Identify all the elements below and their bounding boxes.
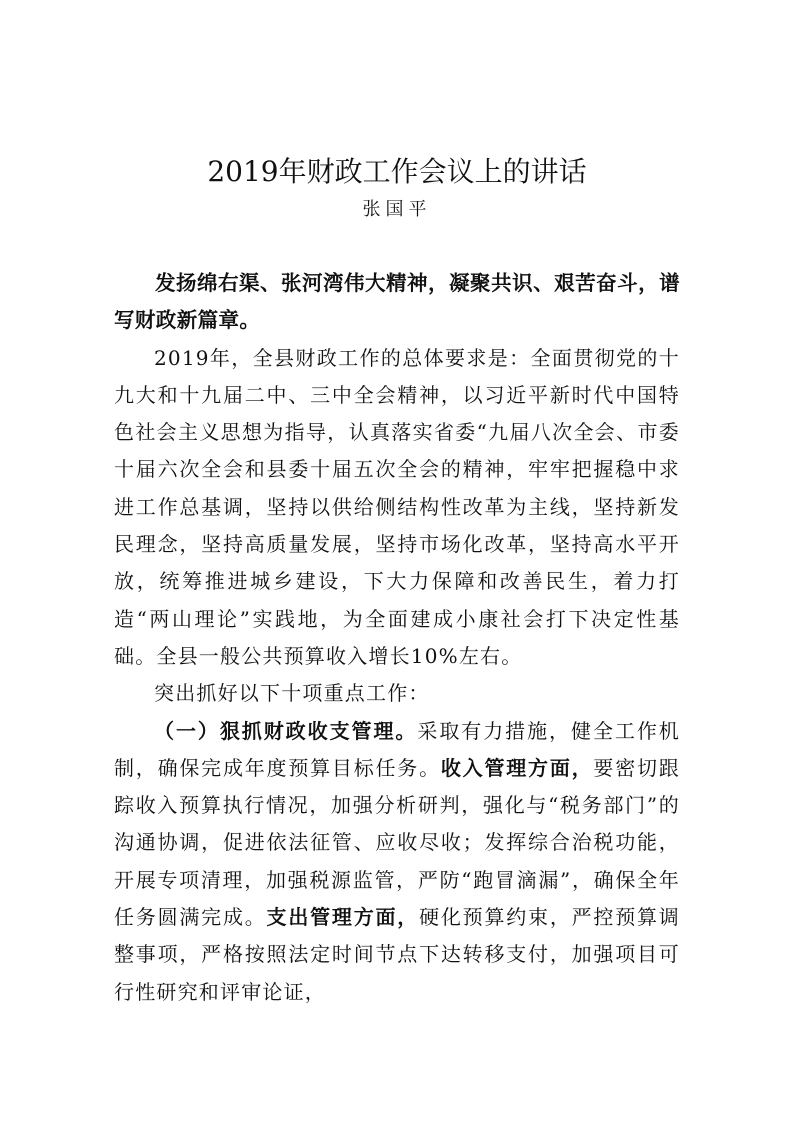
paragraph-task-one [114, 713, 680, 1011]
expenditure-management-text: 硬化预算约束，严控预算调整事项，严格按照法定时间节点下达转移支付，加强项目可行性研究和评审论证， [114, 905, 680, 1004]
revenue-management-text: 要密切跟踪收入预算执行情况，加强分析研判，强化与“税务部门”的沟通协调，促进依法征管、应收尽收；发挥综合治税功能，开展专项清理，加强税源监管，严防“跑冒滴漏”，确保全年任务圆满完成。 [114, 755, 680, 930]
task-one-text: 采取有力措施，健全工作机制，确保完成年度预算目标任务。 [114, 718, 680, 780]
document-body [114, 265, 680, 1011]
document-author: 张国平 [362, 199, 432, 220]
paragraph-key-tasks-intro: 突出抓好以下十项重点工作： [154, 681, 430, 706]
document-title: 2019年财政工作会议上的讲话 [207, 155, 587, 188]
speech-headline: 发扬绵右渠、张河湾伟大精神，凝聚共识、艰苦奋斗，谱写财政新篇章。 [114, 271, 680, 333]
task-one-heading: （一）狠抓财政收支管理。 [154, 718, 418, 743]
expenditure-management-heading: 支出管理方面， [266, 905, 420, 930]
paragraph-overall-requirements: 2019年，全县财政工作的总体要求是：全面贯彻党的十九大和十九届二中、三中全会精神，以习近平新时代中国特色社会主义思想为指导，认真落实省委“九届八次全会、市委十届六次全会和县委十届五次全会的精神，牢牢把握稳中求进工作总基调，坚持以供给侧结构性改革为主线，坚持新发民理念，坚持高质量发展，坚持市场化改革，坚持高水平开放，统筹推进城乡建设，下大力保障和改善民生，着力打造“两山理论”实践地，为全面建成小康社会打下决定性基础。全县一般公共预算收入增长10%左右。 [114, 345, 680, 668]
revenue-management-heading: 收入管理方面， [440, 755, 594, 780]
